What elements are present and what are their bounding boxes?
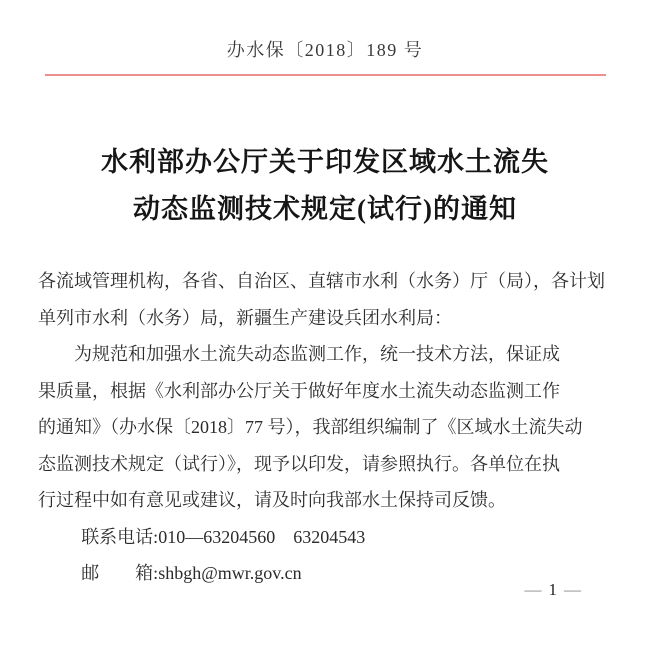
salutation-line-2: 单列市水利（水务）局，新疆生产建设兵团水利局：	[38, 307, 452, 328]
document-title	[0, 139, 650, 233]
body-line: 行过程中如有意见或建议，请及时向我部水土保持司反馈。	[38, 490, 506, 510]
contact-email-line: 邮 箱:shbgh@mwr.gov.cn	[81, 563, 302, 583]
body-line: 果质量，根据《水利部办公厅关于做好年度水土流失动态监测工作	[38, 380, 560, 401]
page-number-dash-right: —	[564, 580, 581, 599]
body-line: 的通知》（办水保〔2018〕77 号），我部组织编制了《区域水土流失动	[38, 417, 583, 437]
page-number-dash-left: —	[524, 580, 542, 599]
header-divider-rule	[45, 74, 606, 76]
page-number-value: 1	[548, 580, 557, 599]
document-number: 办水保〔2018〕189 号	[226, 40, 424, 60]
body-line: 态监测技术规定（试行）》，现予以印发，请参照执行。各单位在执	[38, 453, 560, 474]
title-line-2: 动态监测技术规定(试行)的通知	[133, 194, 517, 224]
title-line-1: 水利部办公厅关于印发区域水土流失	[101, 147, 549, 177]
body-line: 为规范和加强水土流失动态监测工作，统一技术方法，保证成	[74, 344, 560, 364]
salutation-line-1: 各流域管理机构，各省、自治区、直辖市水利（水务）厅（局），各计划	[38, 271, 605, 291]
contact-phone-line: 联系电话:010—63204560 63204543	[81, 526, 366, 547]
page-number	[518, 580, 589, 600]
document-body	[38, 263, 614, 592]
